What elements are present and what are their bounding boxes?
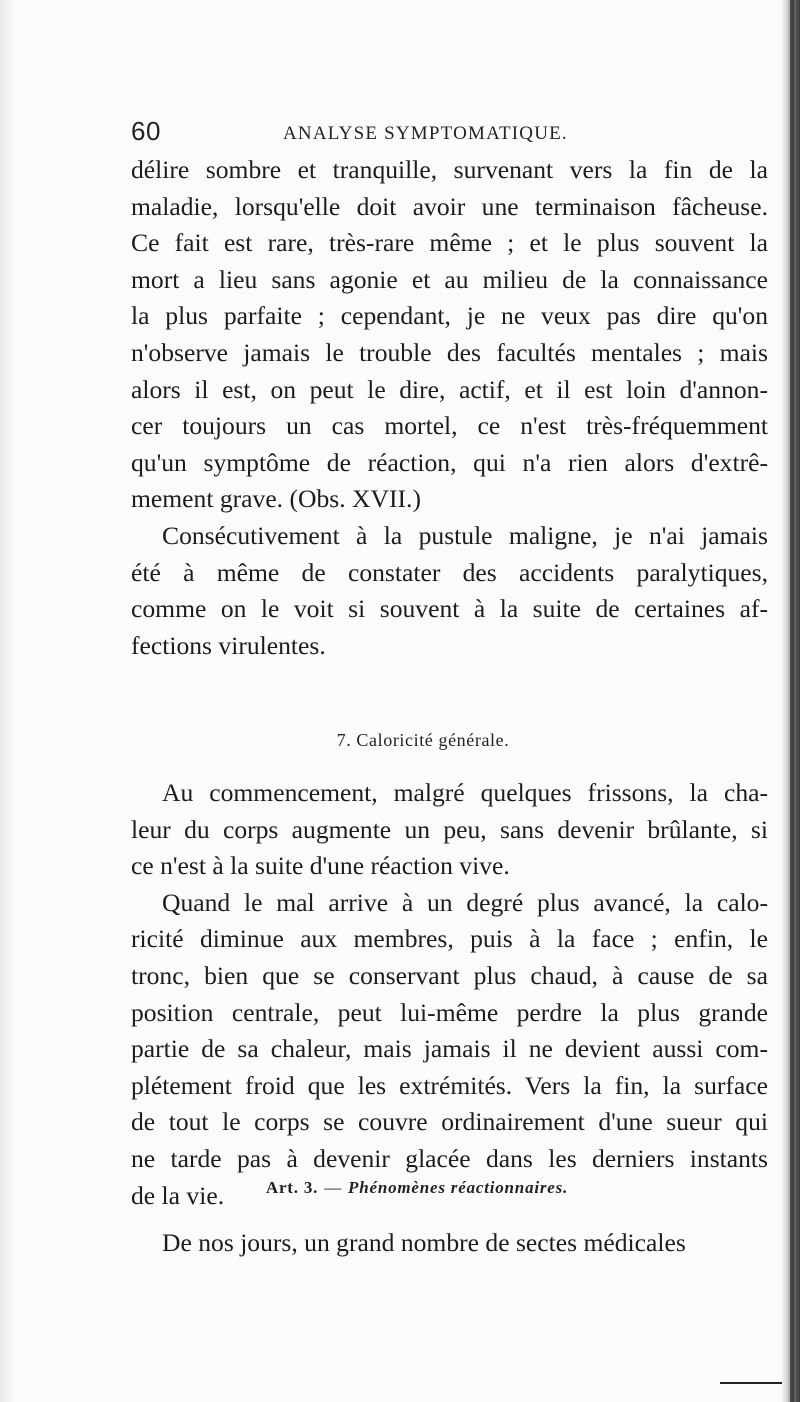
text-block-3 [131, 1225, 768, 1262]
text-line: qu'un symptôme de réaction, qui n'a rien alors d'extrê- [131, 447, 768, 477]
text-line: leur du corps augmente un peu, sans devenir brûlante, si [131, 814, 768, 844]
text-line: n'observe jamais le trouble des facultés mentales ; mais [131, 337, 768, 367]
article-label: Art. 3. [265, 1178, 319, 1197]
text-line: ce n'est à la suite d'une réaction vive. [131, 851, 510, 881]
text-line: cer toujours un cas mortel, ce n'est très-fréquemment [131, 411, 768, 441]
text-line: Consécutivement à la pustule maligne, je n'ai jamais [162, 520, 768, 550]
text-block-1 [131, 152, 768, 664]
text-line: De nos jours, un grand nombre de sectes médicales [162, 1228, 686, 1257]
text-line: mort a lieu sans agonie et au milieu de la connaissance [131, 264, 768, 294]
text-line: partie de sa chaleur, mais jamais il ne devient aussi com- [131, 1034, 768, 1064]
article-title: Phénomènes réactionnaires. [348, 1178, 569, 1197]
section-heading-caloricite: 7. Caloricité générale. [336, 730, 510, 750]
text-line: plétement froid que les extrémités. Vers la fin, la surface [131, 1070, 768, 1100]
text-line: position centrale, peut lui-même perdre la plus grande [131, 997, 768, 1027]
running-head: ANALYSE SYMPTOMATIQUE. [283, 123, 568, 144]
bottom-edge-mark [720, 1382, 782, 1384]
text-block-2 [131, 775, 768, 1214]
text-line: comme on le voit si souvent à la suite de certaines af- [131, 594, 768, 624]
text-line: délire sombre et tranquille, survenant vers la fin de la [131, 155, 768, 184]
text-line: maladie, lorsqu'elle doit avoir une terminaison fâcheuse. [131, 191, 768, 221]
text-line: la plus parfaite ; cependant, je ne veux pas dire qu'on [131, 301, 768, 331]
text-line: fections virulentes. [131, 630, 326, 660]
text-line: Quand le mal arrive à un degré plus avancé, la calo- [162, 887, 768, 917]
text-line: ricité diminue aux membres, puis à la face ; enfin, le [131, 924, 768, 954]
text-line: Ce fait est rare, très-rare même ; et le plus souvent la [131, 228, 768, 258]
text-line: de tout le corps se couvre ordinairement d'une sueur qui [131, 1107, 768, 1137]
text-line: Au commencement, malgré quelques frissons, la cha- [162, 778, 768, 807]
page-number: 60 [131, 116, 161, 146]
text-line: de la vie. [131, 1180, 225, 1210]
article-heading [0, 1178, 800, 1198]
text-line: tronc, bien que se conservant plus chaud, à cause de sa [131, 960, 768, 990]
text-line: alors il est, on peut le dire, actif, et il est loin d'annon- [131, 374, 768, 404]
page-header [131, 116, 771, 150]
text-line: été à même de constater des accidents paralytiques, [131, 557, 768, 587]
text-line: mement grave. (Obs. XVII.) [131, 484, 421, 514]
text-line: ne tarde pas à devenir glacée dans les derniers instants [131, 1143, 768, 1173]
article-dash: — [324, 1178, 343, 1197]
